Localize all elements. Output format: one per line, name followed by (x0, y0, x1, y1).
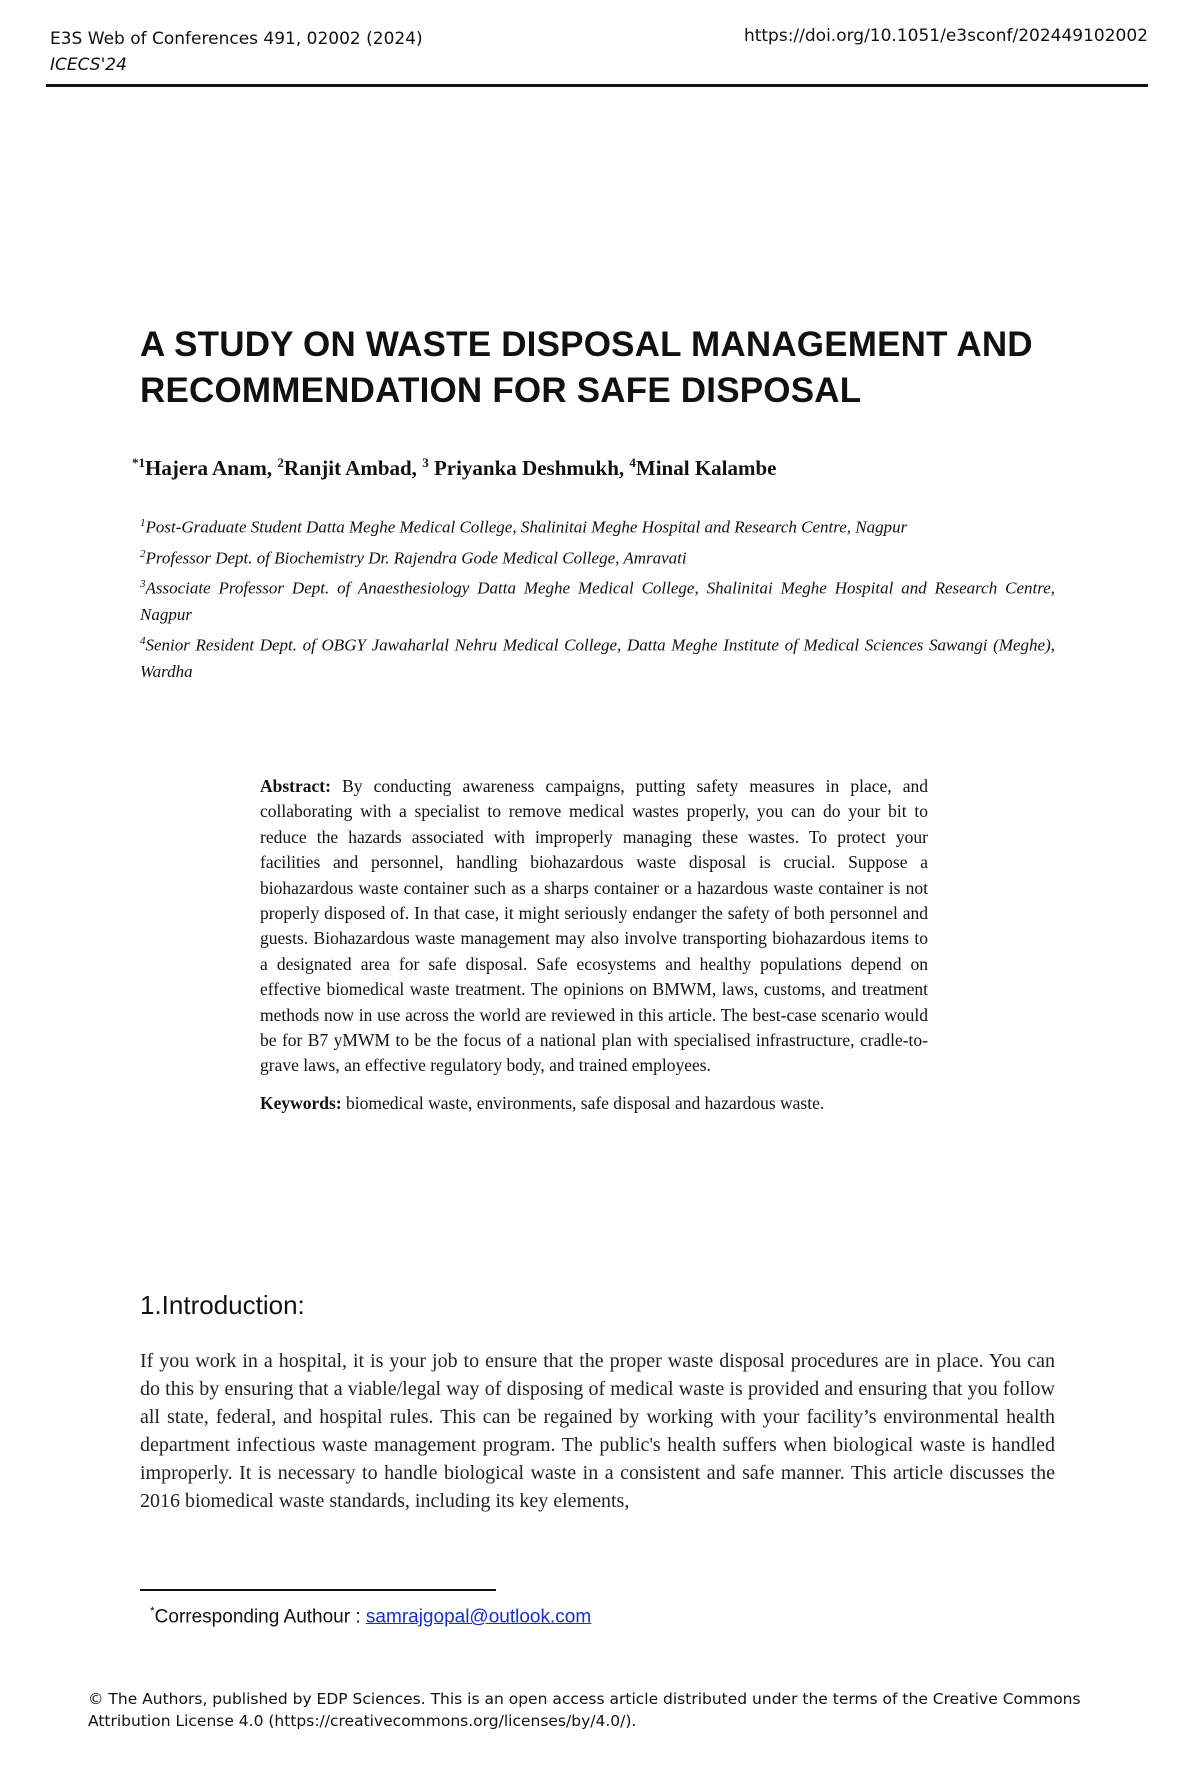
abstract-label: Abstract: (260, 776, 331, 796)
author-mark: 3 (422, 455, 429, 470)
affiliation-mark: 1 (140, 517, 146, 529)
author-name: Minal Kalambe (635, 456, 777, 480)
footnote-rule (140, 1589, 496, 1591)
author-mark: 2 (277, 455, 284, 470)
author-mark: 4 (629, 455, 636, 470)
affiliation-item (140, 628, 1055, 685)
affiliation-mark: 3 (140, 578, 146, 591)
intro-paragraph: If you work in a hospital, it is your job to ensure that the proper waste disposal procedures are in place. You can do this by ensuring that a viable/legal way of disposing of medical waste is provided and ensuring that you follow all state, federal, and hospital rules. This can be regained by working with your facility’s environmental health department infectious waste management program. The public's health suffers when biological waste is handled improperly. It is necessary to handle biological waste in a consistent and safe manner. This article discusses the 2016 biomedical waste standards, including its key elements, (140, 1350, 1055, 1512)
abstract (260, 774, 928, 1079)
section-heading: 1.Introduction: (140, 1290, 305, 1320)
footnote (150, 1604, 591, 1628)
affiliation-text: Post-Graduate Student Datta Meghe Medical College, Shalinitai Meghe Hospital and Research Centre, Nagpur (145, 517, 908, 537)
paper-title: A STUDY ON WASTE DISPOSAL MANAGEMENT AND RECOMMENDATION FOR SAFE DISPOSAL (140, 325, 1033, 410)
header-rule (46, 84, 1148, 87)
footnote-mark: * (150, 1604, 155, 1618)
abstract-text: By conducting awareness campaigns, putting safety measures in place, and collaborating with a specialist to remove medical wastes properly, you can do your bit to reduce the hazards associated with improperly managing these wastes. To protect your facilities and personnel, handling biohazardous waste disposal is crucial. Suppose a biohazardous waste container such as a sharps container or a hazardous waste container is not properly disposed of. In that case, it might seriously endanger the safety of both personnel and guests. Biohazardous waste management may also involve transporting biohazardous items to a designated area for safe disposal. Safe ecosystems and healthy populations depend on effective biomedical waste treatment. The opinions on BMWM, laws, customs, and treatment methods now in use across the world are reviewed in this article. The best-case scenario would be for B7 yMWM to be the focus of a national plan with specialised infrastructure, cradle-to-grave laws, an effective regulatory body, and trained employees. (260, 776, 928, 1076)
author-mark: *1 (132, 455, 145, 470)
keywords-text: biomedical waste, environments, safe disposal and hazardous waste. (341, 1092, 825, 1113)
keywords (260, 1091, 928, 1116)
affiliation-text: Professor Dept. of Biochemistry Dr. Rajendra Gode Medical College, Amravati (145, 548, 687, 568)
running-header (50, 26, 423, 78)
affiliation-mark: 2 (140, 547, 146, 560)
affiliation-item (140, 571, 1055, 628)
footnote-label: Corresponding Authour : (154, 1606, 366, 1628)
author-email-link[interactable]: samrajgopal@outlook.com (365, 1606, 592, 1628)
affiliation-text: Senior Resident Dept. of OBGY Jawaharlal Nehru Medical College, Datta Meghe Institute of Medical Sciences Sawangi (Meghe), Wardha (140, 635, 1055, 681)
conference-name: ICECS'24 (50, 55, 127, 75)
doi-link[interactable]: https://doi.org/10.1051/e3sconf/202449102002 (743, 26, 1148, 46)
affiliations (140, 510, 1055, 685)
license-notice: © The Authors, published by EDP Sciences. This is an open access article distributed under the terms of the Creative Commons Attribution License 4.0 (https://creativecommons.org/licenses/by/4.0/). (88, 1690, 1081, 1730)
keywords-label: Keywords: (260, 1092, 342, 1113)
author-name: Hajera Anam, (145, 456, 278, 480)
author-name: Priyanka Deshmukh, (428, 456, 630, 480)
author-name: Ranjit Ambad, (283, 456, 423, 480)
affiliation-mark: 4 (140, 634, 146, 647)
affiliation-item (140, 510, 1055, 541)
journal-citation: E3S Web of Conferences 491, 02002 (2024) (50, 29, 423, 49)
author-list (132, 455, 777, 481)
affiliation-item (140, 541, 1055, 572)
abstract-block (260, 774, 928, 1128)
affiliation-text: Associate Professor Dept. of Anaesthesiology Datta Meghe Medical College, Shalinitai Meghe Hospital and Research Centre, Nagpur (140, 578, 1055, 624)
